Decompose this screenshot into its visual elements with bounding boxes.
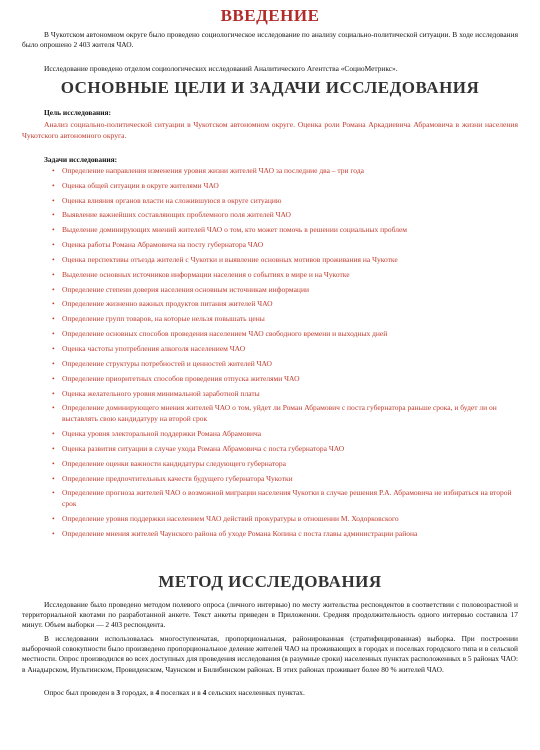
- intro-paragraph-1: В Чукотском автономном округе было проведено социологическое исследование по анализу социально-политической ситуации. В ходе исследования было опрошено 2 403 жителя ЧАО.: [22, 30, 518, 50]
- bullet-icon: •: [52, 254, 55, 264]
- bullet-icon: •: [52, 373, 55, 383]
- bullet-icon: •: [52, 225, 55, 235]
- task-text: Оценка частоты употребления алкоголя населением ЧАО: [62, 344, 246, 354]
- task-text: Определение основных способов проведения населением ЧАО свободного времени и выходных дней: [62, 329, 388, 339]
- intro-title: ВВЕДЕНИЕ: [220, 6, 320, 25]
- method-p3-settlements: 4: [155, 687, 160, 697]
- task-text: Определение степени доверия населения основным источникам информации: [62, 284, 309, 294]
- bullet-icon: •: [52, 528, 55, 538]
- bullet-icon: •: [52, 240, 55, 250]
- task-item: [52, 488, 518, 510]
- bullet-icon: •: [52, 429, 55, 439]
- task-text: Определение оценки важности кандидатуры следующего губернатора: [62, 458, 286, 468]
- bullet-icon: •: [52, 329, 55, 339]
- bullet-icon: •: [52, 299, 55, 309]
- method-paragraph-2: В исследовании использовалась многоступенчатая, пропорциональная, районированная (стратифицированная) выборка. При построении выборочной совокупности было произведено пропорциональное деление жителей ЧАО на проживающих в городах и поселках городского типа и в сельской местности. Опрос производился во всех доступных для проведения исследования (в разумные сроки) населенных пунктах расположенных в 5 районах ЧАО: в Анадырском, Иультинском, Провиденском, Чаунском и Билибинском районах. В этих районах проживает более 80 % жителей ЧАО.: [22, 633, 519, 674]
- task-text: Определение уровня поддержки населением ЧАО действий прокуратуры в отношении М. Ходорковского: [62, 514, 399, 524]
- task-text: Выявление важнейших составляющих проблемного поля жителей ЧАО: [62, 210, 291, 220]
- method-paragraph-3: [22, 688, 518, 698]
- task-item: [52, 444, 518, 455]
- bullet-icon: •: [52, 473, 55, 483]
- bullet-icon: •: [52, 284, 55, 294]
- method-title: МЕТОД ИССЛЕДОВАНИЯ: [158, 571, 382, 591]
- task-item: [52, 314, 518, 325]
- task-text: Определение мнения жителей Чаунского района об уходе Романа Копина с поста главы администрации района: [62, 528, 418, 538]
- task-text: Оценка работы Романа Абрамовича на посту губернатора ЧАО: [62, 240, 264, 250]
- method-p3-suffix: сельских населенных пунктах.: [206, 687, 305, 697]
- task-text: Определение направления изменения уровня жизни жителей ЧАО за последние два – три года: [62, 165, 364, 175]
- goal-text: Анализ социально-политической ситуации в Чукотском автономном округе. Оценка роли Романа Аркадиевича Абрамовича в жизни населения Чукотского автономного округа.: [22, 119, 518, 141]
- bullet-icon: •: [52, 443, 55, 453]
- bullet-icon: •: [52, 403, 55, 413]
- bullet-icon: •: [52, 514, 55, 524]
- bullet-icon: •: [52, 210, 55, 220]
- task-text: Оценка желательного уровня минимальной заработной платы: [62, 388, 260, 398]
- task-text: Оценка общей ситуации в округе жителями ЧАО: [62, 180, 219, 190]
- method-p3-mid1: городах, в: [120, 687, 156, 697]
- bullet-icon: •: [52, 314, 55, 324]
- task-text: Оценка перспективы отъезда жителей с Чукотки и выявление основных мотивов проживания на Чукотке: [62, 254, 398, 264]
- goals-title: ОСНОВНЫЕ ЦЕЛИ И ЗАДАЧИ ИССЛЕДОВАНИЯ: [60, 77, 480, 97]
- task-text: Определение жизненно важных продуктов питания жителей ЧАО: [62, 299, 273, 309]
- task-item: [52, 225, 518, 236]
- task-item: [52, 389, 518, 400]
- method-p3-prefix: Опрос был проведен в: [44, 687, 117, 697]
- task-item: [52, 166, 518, 177]
- task-text: Определение доминирующего мнения жителей ЧАО о том, уйдет ли Роман Абрамович с поста губернатора раньше срока, и будет ли он выставлять свою кандидатуру на второй срок: [62, 403, 497, 424]
- task-item: [52, 459, 518, 470]
- bullet-icon: •: [52, 165, 55, 175]
- task-item: [52, 285, 518, 296]
- task-item: [52, 474, 518, 485]
- task-item: [52, 270, 518, 281]
- task-item: [52, 210, 518, 221]
- task-text: Выделение основных источников информации населения о событиях в мире и на Чукотке: [62, 269, 350, 279]
- task-item: [52, 240, 518, 251]
- bullet-icon: •: [52, 388, 55, 398]
- task-text: Определение предпочтительных качеств будущего губернатора Чукотки: [62, 473, 293, 483]
- task-item: [52, 181, 518, 192]
- intro-paragraph-2: Исследование проведено отделом социологических исследований Аналитического Агентства «СоциоМетрикс».: [44, 63, 398, 73]
- tasks-list: [22, 166, 518, 540]
- method-paragraph-1: Исследование было проведено методом полевого опроса (личного интервью) по месту жительства респондентов в соответствии с половозрастной и территориальной квотами по разработанной анкете. Текст анкеты приведен в Приложении. Средняя продолжительность одного интервью составила 17 минут. Объем выборки — 2 403 респондента.: [22, 599, 518, 630]
- bullet-icon: •: [52, 195, 55, 205]
- bullet-icon: •: [52, 488, 55, 498]
- method-p3-villages: 4: [202, 687, 207, 697]
- task-item: [52, 344, 518, 355]
- task-text: Определение групп товаров, на которые нельзя повышать цены: [62, 314, 265, 324]
- task-text: Выделение доминирующих мнений жителей ЧАО о том, кто может помочь в решении социальных проблем: [62, 225, 408, 235]
- task-text: Определение приоритетных способов проведения отпуска жителями ЧАО: [62, 373, 300, 383]
- task-item: [52, 196, 518, 207]
- task-item: [52, 529, 518, 540]
- task-item: [52, 329, 518, 340]
- task-item: [52, 299, 518, 310]
- task-item: [52, 255, 518, 266]
- task-item: [52, 403, 518, 425]
- bullet-icon: •: [52, 358, 55, 368]
- task-text: Оценка развития ситуации в случае ухода Романа Абрамовича с поста губернатора ЧАО: [62, 443, 345, 453]
- bullet-icon: •: [52, 344, 55, 354]
- method-p3-mid2: поселках и в: [159, 687, 203, 697]
- task-text: Определение структуры потребностей и ценностей жителей ЧАО: [62, 358, 272, 368]
- task-text: Определение прогноза жителей ЧАО о возможной миграции населения Чукотки в случае решения Р.А. Абрамовича не избираться на второй срок: [62, 488, 512, 509]
- bullet-icon: •: [52, 458, 55, 468]
- bullet-icon: •: [52, 269, 55, 279]
- task-item: [52, 514, 518, 525]
- task-item: [52, 374, 518, 385]
- task-text: Оценка уровня электоральной поддержки Романа Абрамовича: [62, 429, 262, 439]
- tasks-label: Задачи исследования:: [44, 154, 118, 164]
- task-text: Оценка влияния органов власти на сложившуюся в округе ситуацию: [62, 195, 282, 205]
- task-item: [52, 429, 518, 440]
- method-p3-cities: 3: [116, 687, 121, 697]
- goal-label: Цель исследования:: [44, 107, 111, 117]
- bullet-icon: •: [52, 180, 55, 190]
- task-item: [52, 359, 518, 370]
